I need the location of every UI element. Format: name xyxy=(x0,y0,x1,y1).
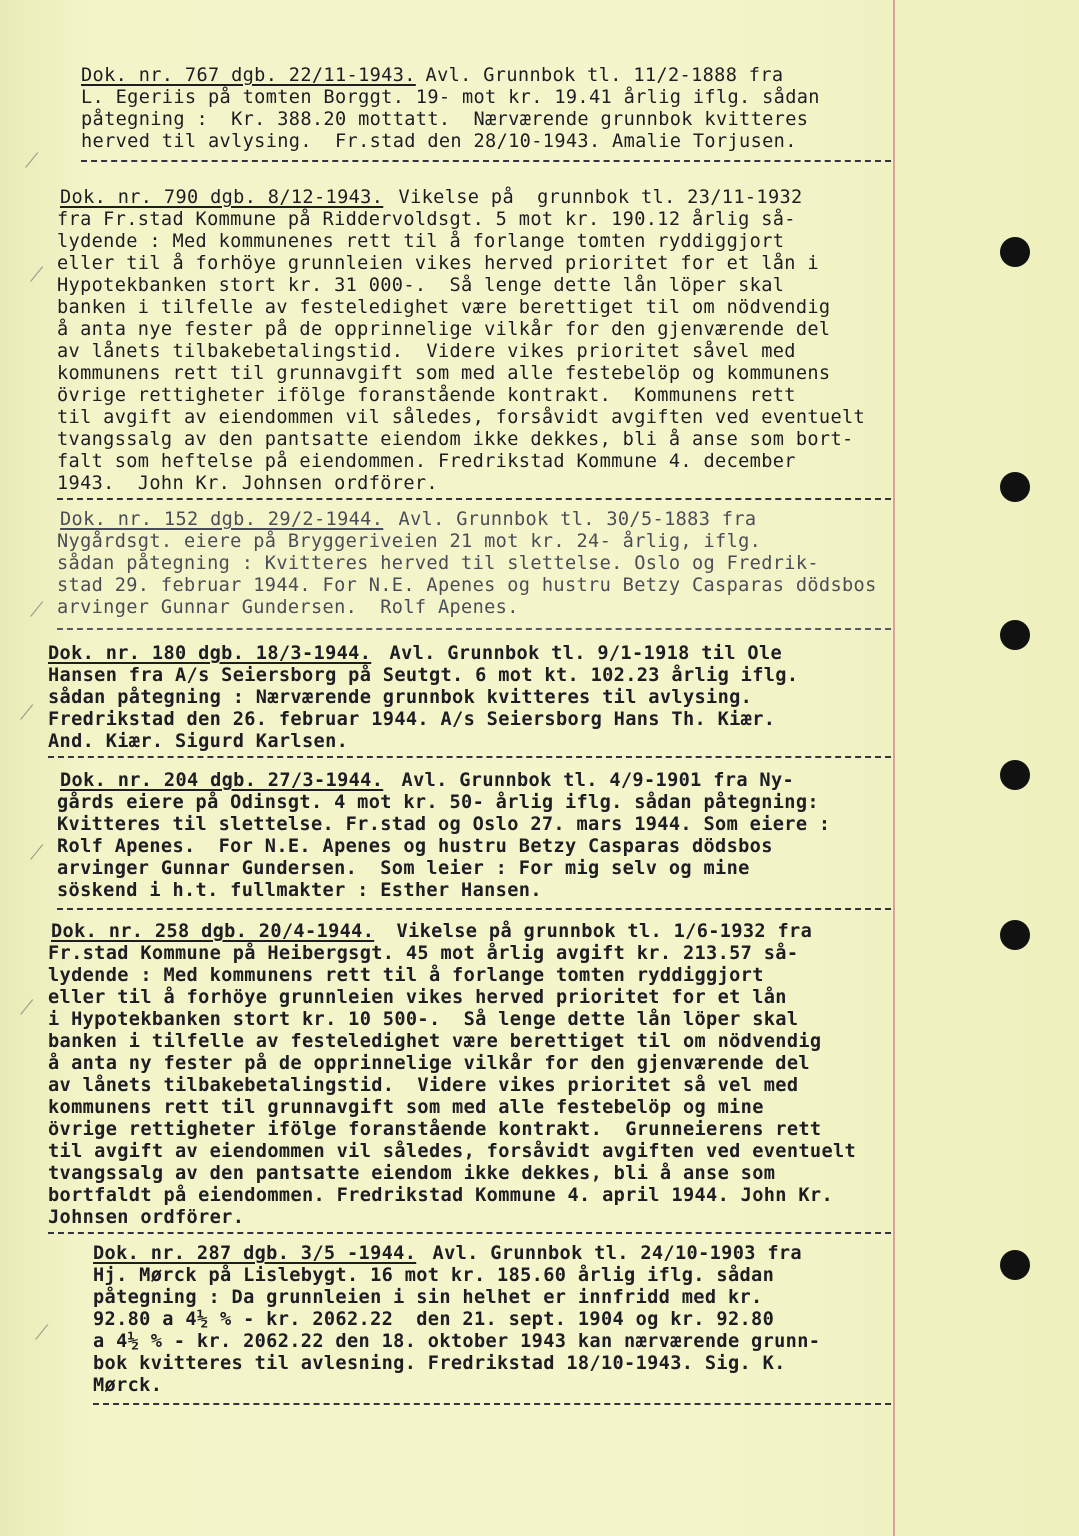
entry-line: lydende : Med kommunens rett til å forlange tomten ryddiggjort xyxy=(48,965,764,986)
entry-line: a 4½ % - kr. 2062.22 den 18. oktober 1943 kan nærværende grunn- xyxy=(93,1331,821,1352)
entry-line: Fr.stad Kommune på Heibergsgt. 45 mot årlig avgift kr. 213.57 så- xyxy=(48,943,799,964)
entry-line: til avgift av eiendommen vil således, forsåvidt avgiften ved eventuelt xyxy=(57,407,866,428)
entry-line: övrige rettigheter ifölge foranstående kontrakt. Kommunens rett xyxy=(57,385,796,406)
entry-line: å anta nye fester på de opprinnelige vilkår for den gjenværende del xyxy=(57,319,831,340)
entry-line: herved til avlysing. Fr.stad den 28/10-1943. Amalie Torjusen. xyxy=(81,131,797,152)
entry-line: Mørck. xyxy=(93,1375,163,1396)
entry-line: i Hypotekbanken stort kr. 10 500-. Så lenge dette lån löper skal xyxy=(48,1009,799,1030)
margin-tick-mark: ⁄ xyxy=(25,700,29,724)
entry-header: Dok. nr. 152 dgb. 29/2-1944. xyxy=(60,509,384,530)
entry-line: av lånets tilbakebetalingstid. Videre vikes prioritet så vel med xyxy=(48,1075,799,1096)
entry-line: 1943. John Kr. Johnsen ordförer. xyxy=(57,473,438,494)
separator-line xyxy=(93,1403,891,1405)
punch-hole xyxy=(1000,237,1030,267)
entry-line: påtegning : Kr. 388.20 mottatt. Nærværende grunnbok kvitteres xyxy=(81,109,809,130)
margin-rule xyxy=(893,0,895,1536)
separator-line xyxy=(57,908,891,910)
entry-line: å anta ny fester på de opprinnelige vilkår for den gjenværende del xyxy=(48,1053,810,1074)
entry-line: Avl. Grunnbok tl. 4/9-1901 fra Ny- xyxy=(390,770,795,791)
entry-line: lydende : Med kommunenes rett til å forlange tomten ryddiggjort xyxy=(57,231,785,252)
entry-line: sådan påtegning : Nærværende grunnbok kvitteres til avlysing. xyxy=(48,687,753,708)
entry-header: Dok. nr. 790 dgb. 8/12-1943. xyxy=(60,187,384,208)
entry-line: Avl. Grunnbok tl. 30/5-1883 fra xyxy=(387,509,757,530)
margin-tick-mark: ⁄ xyxy=(35,597,39,621)
entry-line: kommunens rett til grunnavgift som med alle festebelöp og mine xyxy=(48,1097,764,1118)
punch-hole xyxy=(1000,472,1030,502)
margin-tick-mark: ⁄ xyxy=(35,262,39,286)
entry-line: tvangssalg av den pantsatte eiendom ikke dekkes, bli å anse som xyxy=(48,1163,776,1184)
entry-header: Dok. nr. 767 dgb. 22/11-1943. xyxy=(81,65,416,86)
entry-line: Nygårdsgt. eiere på Bryggeriveien 21 mot kr. 24- årlig, iflg. xyxy=(57,531,762,552)
separator-line xyxy=(48,756,891,758)
entry-line: eller til å forhöye grunnleien vikes herved prioritet for et lån i xyxy=(57,253,819,274)
entry-line: eller til å forhöye grunnleien vikes herved prioritet for et lån xyxy=(48,987,787,1008)
separator-line xyxy=(81,160,891,162)
entry-line: stad 29. februar 1944. For N.E. Apenes og hustru Betzy Casparas dödsbos xyxy=(57,575,877,596)
entry-line: söskend i h.t. fullmakter : Esther Hansen. xyxy=(57,880,542,901)
entry-line: 92.80 a 4½ % - kr. 2062.22 den 21. sept. 1904 og kr. 92.80 xyxy=(93,1309,775,1330)
entry-line: Kvitteres til slettelse. Fr.stad og Oslo 27. mars 1944. Som eiere : xyxy=(57,814,831,835)
separator-line xyxy=(57,498,891,500)
entry-line: Hansen fra A/s Seiersborg på Seutgt. 6 mot kt. 102.23 årlig iflg. xyxy=(48,665,799,686)
punch-hole xyxy=(1000,620,1030,650)
entry-line: Hypotekbanken stort kr. 31 000-. Så lenge dette lån löper skal xyxy=(57,275,785,296)
entry-line: kommunens rett til grunnavgift som med alle festebelöp og kommunens xyxy=(57,363,831,384)
entry-line: fra Fr.stad Kommune på Riddervoldsgt. 5 mot kr. 190.12 årlig så- xyxy=(57,209,796,230)
entry-line: Johnsen ordförer. xyxy=(48,1207,245,1228)
margin-tick-mark: ⁄ xyxy=(35,840,39,864)
entry-line: L. Egeriis på tomten Borggt. 19- mot kr. 19.41 årlig iflg. sådan xyxy=(81,87,820,108)
entry-header: Dok. nr. 258 dgb. 20/4-1944. xyxy=(51,921,375,942)
entry-line: banken i tilfelle av festeledighet være berettiget til om nödvendig xyxy=(57,297,831,318)
punch-hole xyxy=(1000,1250,1030,1280)
entry-line: Vikelse på grunnbok tl. 1/6-1932 fra xyxy=(385,921,813,942)
margin-tick-mark: ⁄ xyxy=(25,995,29,1019)
entry-line: påtegning : Da grunnleien i sin helhet er innfridd med kr. xyxy=(93,1287,763,1308)
entry-line: banken i tilfelle av festeledighet være berettiget til om nödvendig xyxy=(48,1031,822,1052)
entry-header: Dok. nr. 180 dgb. 18/3-1944. xyxy=(48,643,372,664)
punch-hole xyxy=(1000,920,1030,950)
margin-tick-mark: ⁄ xyxy=(30,148,34,172)
entry-line: til avgift av eiendommen vil således, forsåvidt avgiften ved eventuelt xyxy=(48,1141,857,1162)
entry-line: Avl. Grunnbok tl. 11/2-1888 fra xyxy=(414,65,784,86)
entry-line: övrige rettigheter ifölge foranstående kontrakt. Grunneierens rett xyxy=(48,1119,822,1140)
entry-line: bok kvitteres til avlesning. Fredrikstad 18/10-1943. Sig. K. xyxy=(93,1353,786,1374)
entry-line: falt som heftelse på eiendommen. Fredrikstad Kommune 4. december xyxy=(57,451,796,472)
entry-header: Dok. nr. 204 dgb. 27/3-1944. xyxy=(60,770,384,791)
entry-line: gårds eiere på Odinsgt. 4 mot kr. 50- årlig iflg. sådan påtegning: xyxy=(57,792,819,813)
entry-line: sådan påtegning : Kvitteres herved til slettelse. Oslo og Fredrik- xyxy=(57,553,819,574)
margin-tick-mark: ⁄ xyxy=(40,1320,44,1344)
entry-line: And. Kiær. Sigurd Karlsen. xyxy=(48,731,349,752)
entry-line: arvinger Gunnar Gundersen. Rolf Apenes. xyxy=(57,597,519,618)
entry-line: tvangssalg av den pantsatte eiendom ikke dekkes, bli å anse som bort- xyxy=(57,429,854,450)
entry-line: Avl. Grunnbok tl. 24/10-1903 fra xyxy=(421,1243,802,1264)
entry-line: bortfaldt på eiendommen. Fredrikstad Kommune 4. april 1944. John Kr. xyxy=(48,1185,834,1206)
entry-line: Avl. Grunnbok tl. 9/1-1918 til Ole xyxy=(378,643,783,664)
separator-line xyxy=(57,628,891,630)
entry-line: arvinger Gunnar Gundersen. Som leier : For mig selv og mine xyxy=(57,858,750,879)
entry-line: Rolf Apenes. For N.E. Apenes og hustru Betzy Casparas dödsbos xyxy=(57,836,773,857)
separator-line xyxy=(48,1232,891,1234)
entry-line: av lånets tilbakebetalingstid. Videre vikes prioritet såvel med xyxy=(57,341,796,362)
entry-line: Vikelse på grunnbok tl. 23/11-1932 xyxy=(387,187,803,208)
punch-hole xyxy=(1000,760,1030,790)
entry-header: Dok. nr. 287 dgb. 3/5 -1944. xyxy=(93,1243,417,1264)
entry-line: Fredrikstad den 26. februar 1944. A/s Seiersborg Hans Th. Kiær. xyxy=(48,709,776,730)
entry-line: Hj. Mørck på Lislebygt. 16 mot kr. 185.60 årlig iflg. sådan xyxy=(93,1265,775,1286)
